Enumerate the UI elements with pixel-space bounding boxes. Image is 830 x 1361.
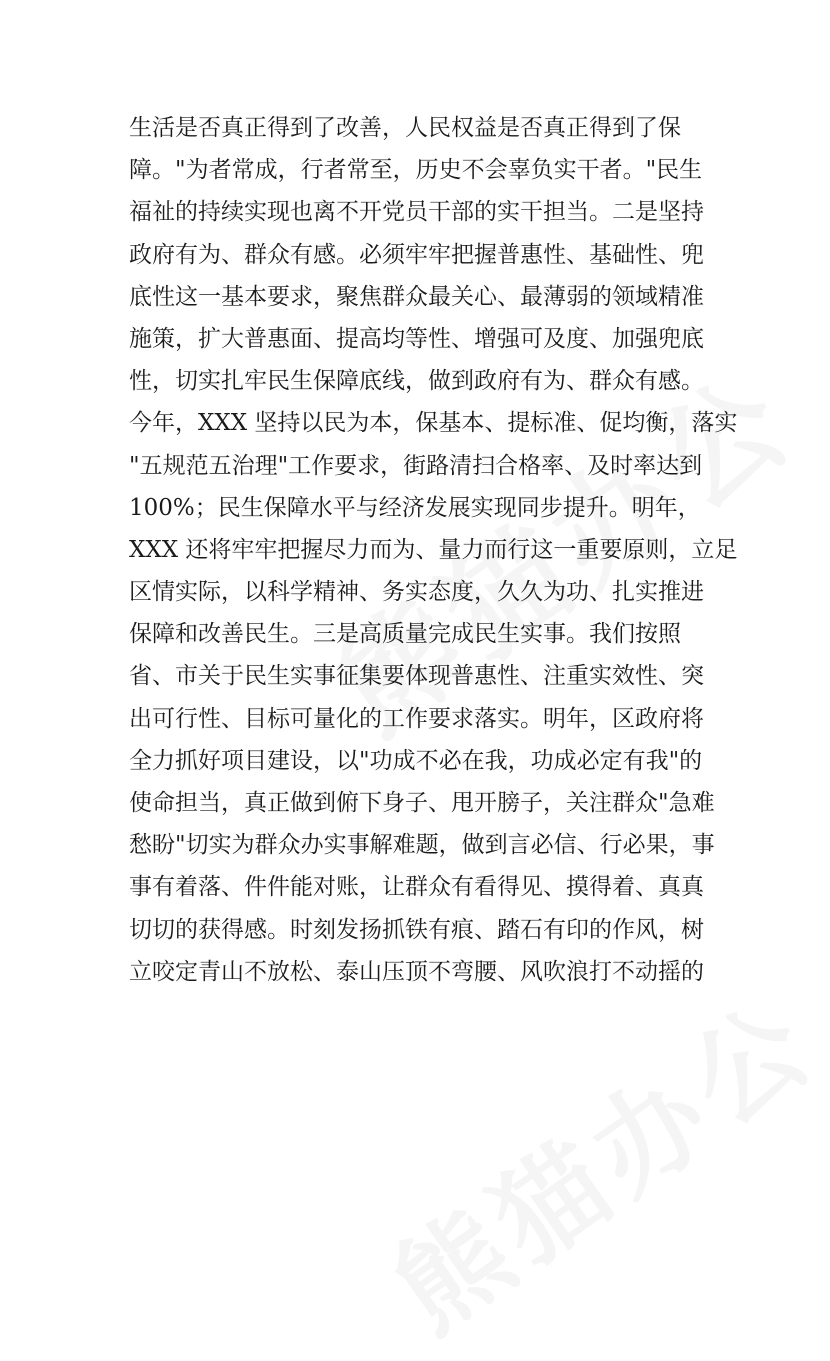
text-line: 底性这一基本要求，聚焦群众最关心、最薄弱的领域精准	[129, 283, 704, 310]
text-line: 100%；民生保障水平与经济发展实现同步提升。明年，	[129, 494, 701, 521]
text-line: 切切的获得感。时刻发扬抓铁有痕、踏石有印的作风，树	[129, 916, 704, 943]
watermark-bottom	[358, 957, 830, 1361]
text-line: 生活是否真正得到了改善，人民权益是否真正得到了保	[129, 115, 681, 141]
text-line: 政府有为、群众有感。必须牢牢把握普惠性、基础性、兜	[129, 241, 704, 268]
text-line: 今年，XXX 坚持以民为本，保基本、提标准、促均衡，落实	[129, 410, 738, 437]
text-line: 福祉的持续实现也离不开党员干部的实干担当。二是坚持	[129, 199, 704, 226]
text-line: 全力抓好项目建设，以"功成不必在我，功成必定有我"的	[129, 747, 703, 774]
text-line: 使命担当，真正做到俯下身子、甩开膀子，关注群众"急难	[129, 790, 715, 816]
text-line: 施策，扩大普惠面、提高均等性、增强可及度、加强兜底	[129, 325, 704, 352]
text-line: "五规范五治理"工作要求，街路清扫合格率、及时率达到	[129, 452, 703, 479]
text-line: 障。"为者常成，行者常至，历史不会辜负实干者。"民生	[129, 157, 703, 184]
text-line: 省、市关于民生实事征集要体现普惠性、注重实效性、突	[129, 663, 704, 690]
body-text	[129, 107, 738, 993]
text-line: 愁盼"切实为群众办实事解难题，做到言必信、行必果，事	[129, 832, 715, 859]
text-line: 保障和改善民生。三是高质量完成民生实事。我们按照	[129, 621, 681, 648]
text-line: XXX 还将牢牢把握尽力而为、量力而行这一重要原则，立足	[129, 536, 738, 563]
text-line: 事有着落、件件能对账，让群众有看得见、摸得着、真真	[129, 874, 704, 901]
text-line: 出可行性、目标可量化的工作要求落实。明年，区政府将	[129, 705, 704, 732]
text-line: 立咬定青山不放松、泰山压顶不弯腰、风吹浪打不动摇的	[129, 958, 704, 985]
text-line: 性，切实扎牢民生保障底线，做到政府有为、群众有感。	[129, 368, 704, 395]
text-line: 区情实际，以科学精神、务实态度，久久为功、扎实推进	[129, 579, 704, 606]
